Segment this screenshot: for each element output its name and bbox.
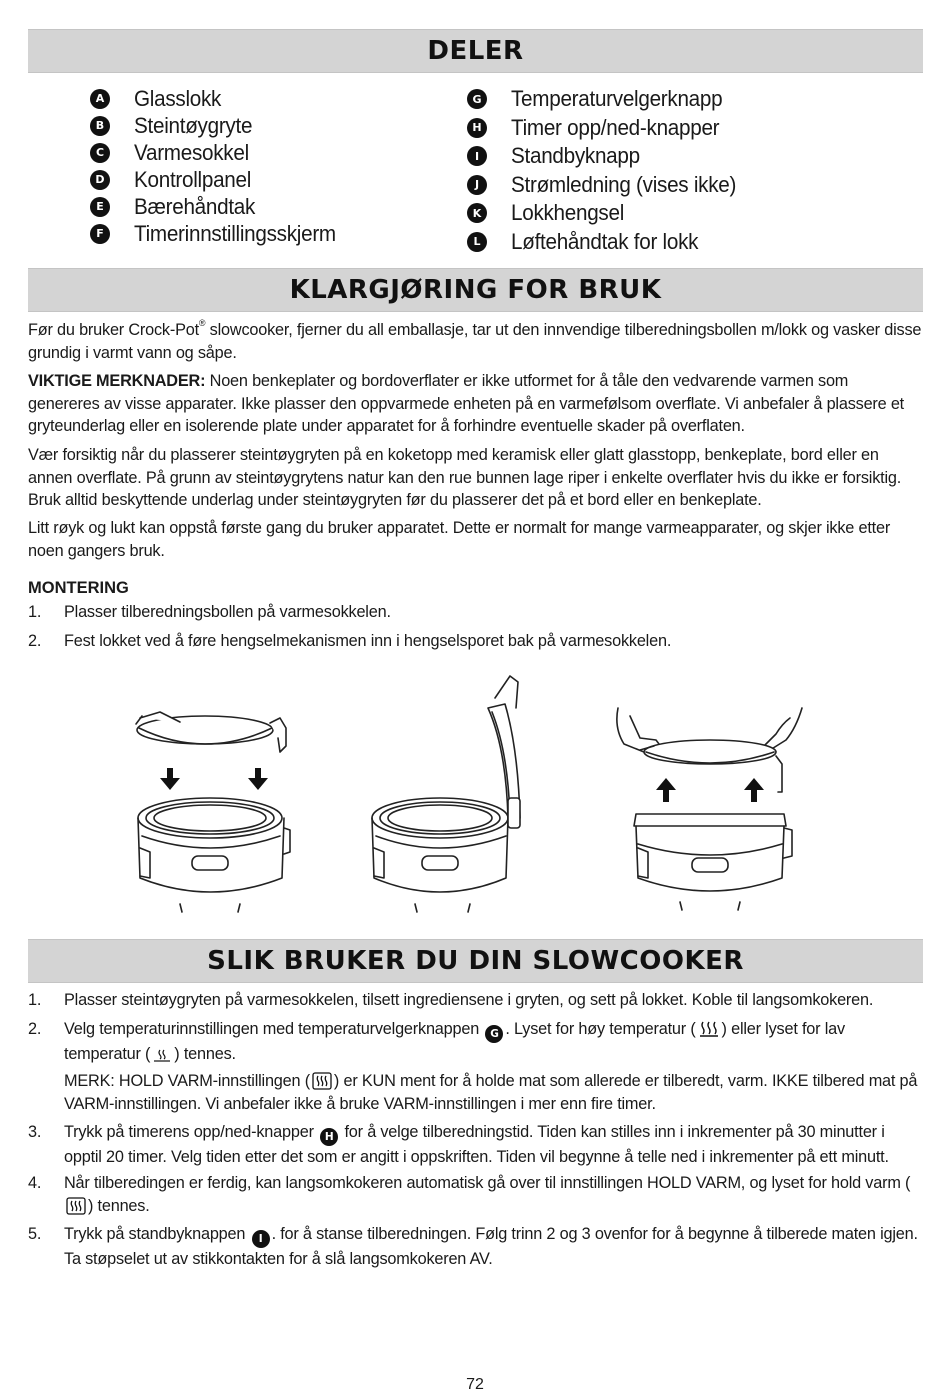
section-banner-klargjoring [28, 268, 923, 312]
cooker-base-drawing [634, 814, 792, 910]
part-label: Timerinnstillingsskjerm [134, 220, 336, 246]
section-title-klargjoring: KLARGJØRING FOR BRUK [289, 275, 662, 305]
step-text-part: ) tennes. [88, 1196, 150, 1215]
montering-heading: MONTERING [28, 579, 129, 597]
section-banner-deler [28, 29, 923, 73]
important-notes-label: VIKTIGE MERKNADER: [28, 372, 206, 390]
step-text [64, 1172, 923, 1217]
part-letter-badge: F [90, 224, 110, 244]
part-item [467, 199, 750, 228]
step-text-part: . Lyset for høy temperatur ( [505, 1020, 696, 1038]
up-arrow-icon [656, 778, 676, 802]
part-label: Bærehåndtak [134, 193, 256, 219]
part-letter-badge: K [467, 203, 487, 223]
note-text [64, 1070, 923, 1115]
step-text-part: Velg temperaturinnstillingen med temperaturvelgerknappen [64, 1020, 484, 1038]
part-label: Temperaturvelgerknapp [511, 86, 723, 112]
glass-lid-drawing [136, 712, 286, 752]
step-number: 2. [28, 1020, 42, 1038]
intro-text: Før du bruker Crock-Pot [28, 321, 199, 339]
part-letter-badge: D [90, 170, 110, 190]
step-text: Plasser steintøygryten på varmesokkelen, tilsett ingrediensene i gryten, og sett på lokket. Koble til langsomkokeren. [64, 991, 874, 1009]
page-number: 72 [466, 1376, 484, 1393]
part-letter-badge: E [90, 197, 110, 217]
assembly-step [28, 601, 923, 624]
note-text-part: ) er KUN ment for å holde mat som allerede er tilberedt, varm. IKKE tilbered mat på VARM-innstillingen. Vi anbefaler ikke å bruke VARM-innstillingen i mer enn fire timer. [64, 1072, 918, 1113]
step-text-part: for å velge tilberedningstid. Tiden kan stilles inn i inkrementer på 30 minutter i opptil 20 timer. Velg tiden etter det som er angitt i oppskriften. Tiden vil begynne å telle ned i inkrementer på ett minutt. [64, 1123, 889, 1167]
part-label: Standbyknapp [511, 143, 640, 169]
low-heat-icon [152, 1045, 172, 1063]
part-label: Timer opp/ned-knapper [511, 114, 720, 140]
step-text-part: . for å stanse tilberedningen. Følg trinn 2 og 3 ovenfor for å begynne å tilberede maten igjen. Ta støpselet ut av stikkontakten for å slå langsomkokeren AV. [64, 1225, 918, 1269]
caution-paragraph: Vær forsiktig når du plasserer steintøygryten på en koketopp med keramisk eller glatt glasstopp, benkeplate, bord eller en annen overflate. På grunn av steintøygrytens natur kan den rue bunnen lage riper i enkelte overflater hvis du ikke er forsiktig. Bruk alltid beskyttende underlag under steintøygryten før du plasserer det på et bord eller en benkeplate. [28, 446, 902, 509]
section-title-deler: DELER [427, 36, 524, 66]
section-banner-slik [28, 939, 923, 983]
step-text [64, 1223, 923, 1271]
part-label: Steintøygryte [134, 112, 253, 138]
part-letter-badge: C [90, 143, 110, 163]
registered-mark: ® [198, 318, 206, 328]
assembly-illustrations [120, 668, 840, 928]
part-item [467, 171, 750, 200]
part-letter-badge: G [467, 89, 487, 109]
usage-step [28, 1172, 923, 1217]
right-hand-drawing [764, 708, 802, 750]
usage-step [28, 989, 923, 1012]
part-item [90, 112, 349, 139]
part-label: Strømledning (vises ikke) [511, 171, 737, 197]
keep-warm-note [28, 1070, 923, 1115]
part-letter-badge: J [467, 175, 487, 195]
part-item [467, 142, 750, 171]
part-label: Lokkhengsel [511, 200, 625, 226]
part-item [467, 114, 750, 143]
keep-warm-icon [312, 1072, 332, 1090]
step-number: 4. [28, 1174, 42, 1192]
part-label: Løftehåndtak for lokk [511, 228, 699, 254]
part-item [467, 85, 750, 114]
usage-step [28, 1121, 923, 1169]
step-text [64, 1121, 923, 1169]
keep-warm-icon [66, 1197, 86, 1215]
up-arrow-icon [744, 778, 764, 802]
important-notes-text: Noen benkeplater og bordoverflater er ikke utformet for å tåle den vedvarende varmen som genereres av visse apparater. Ikke plasser den oppvarmede enheten på en varmefølsom overflate. Vi anbefaler å plassere et gryteunderlag eller en isolerende plate under apparatet for å forhindre eventuelle skader på overflaten. [28, 372, 905, 435]
section-title-slik: SLIK BRUKER DU DIN SLOWCOOKER [207, 946, 744, 976]
part-letter-badge: L [467, 232, 487, 252]
part-item [90, 166, 349, 193]
lid-placement-illustration [136, 712, 290, 912]
part-item [90, 139, 349, 166]
step-text-part: Trykk på timerens opp/ned-knapper [64, 1123, 319, 1141]
down-arrow-icon [160, 768, 180, 790]
part-item [90, 220, 349, 247]
note-text-part: MERK: HOLD VARM-innstillingen ( [64, 1072, 310, 1090]
part-item [90, 193, 349, 220]
part-letter-badge: I [467, 146, 487, 166]
high-heat-icon [698, 1020, 720, 1038]
step-number: 3. [28, 1123, 42, 1141]
step-text-part: Når tilberedingen er ferdig, kan langsomkokeren automatisk gå over til innstillingen HOLD VARM, og lyset for hold varm ( [64, 1174, 911, 1192]
slow-cooker-open-drawing [372, 798, 508, 912]
parts-list-left [90, 85, 349, 247]
standby-button-badge: I [252, 1230, 270, 1248]
step-text: Plasser tilberedningsbollen på varmesokkelen. [64, 603, 391, 621]
timer-buttons-badge: H [320, 1128, 338, 1146]
parts-list-right [467, 85, 750, 256]
step-text: Fest lokket ved å føre hengselmekanismen inn i hengselsporet bak på varmesokkelen. [64, 632, 672, 650]
down-arrow-icon [248, 768, 268, 790]
step-number: 1. [28, 991, 42, 1009]
intro-text-cont: slowcooker, fjerner du all emballasje, tar ut den innvendige tilberedningsbollen m/lokk og vasker disse grundig i varmt vann og såpe. [28, 321, 922, 362]
step-number: 2. [28, 632, 42, 650]
usage-step [28, 1018, 923, 1066]
part-letter-badge: B [90, 116, 110, 136]
part-letter-badge: H [467, 118, 487, 138]
temperature-selector-badge: G [485, 1025, 503, 1043]
slow-cooker-base-drawing [138, 798, 290, 912]
part-label: Kontrollpanel [134, 166, 252, 192]
lid-lifting-illustration [617, 708, 802, 910]
step-text-part: ) eller lyset for lav temperatur ( [64, 1020, 845, 1064]
usage-step [28, 1223, 923, 1271]
part-label: Varmesokkel [134, 139, 249, 165]
important-notes-paragraph [28, 370, 923, 438]
smoke-odor-paragraph: Litt røyk og lukt kan oppstå første gang du bruker apparatet. Dette er normalt for mange varmeapparater, og skjer ikke etter noen gangers bruk. [28, 519, 891, 560]
lid-hinge-illustration [372, 676, 520, 912]
part-letter-badge: A [90, 89, 110, 109]
step-text-part: Trykk på standbyknappen [64, 1225, 250, 1243]
step-number: 5. [28, 1225, 42, 1243]
step-text-part: ) tennes. [174, 1045, 236, 1064]
intro-paragraph [28, 319, 923, 364]
assembly-step [28, 630, 923, 653]
part-label: Glasslokk [134, 85, 222, 111]
part-item [90, 85, 349, 112]
step-text [64, 1018, 923, 1066]
step-number: 1. [28, 603, 42, 621]
part-item [467, 228, 750, 257]
